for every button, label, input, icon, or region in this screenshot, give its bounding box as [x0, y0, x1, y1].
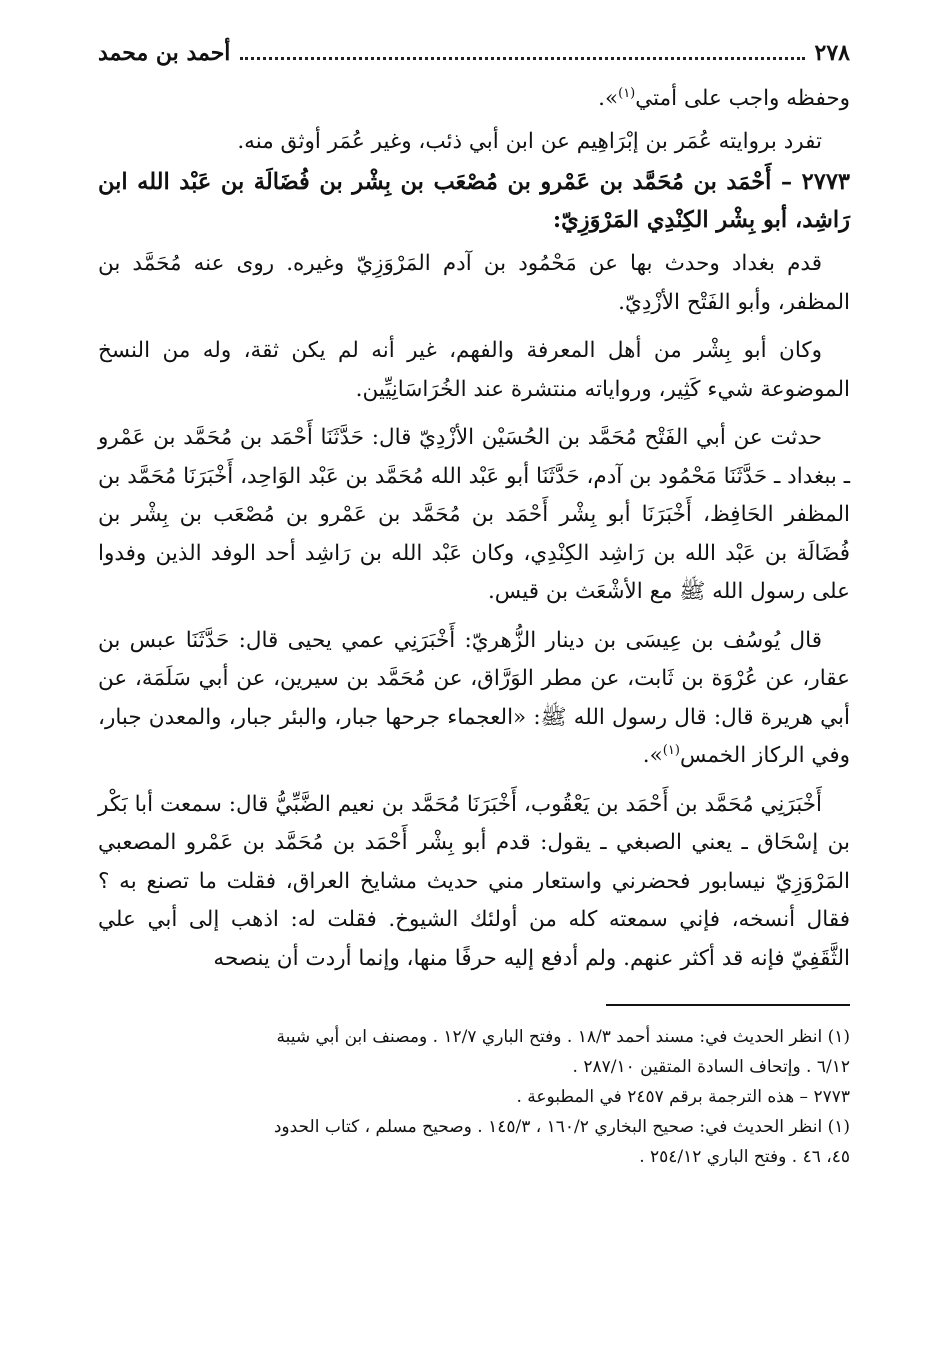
footnote-2-line-1: (١) انظر الحديث في: صحيح البخاري ١٦٠/٢ ، ١٤٥/٣ . وصحيح مسلم ، كتاب الحدود	[273, 1117, 850, 1137]
paragraph-1-text: وحفظه واجب على أمتي	[635, 86, 850, 111]
running-header	[98, 40, 850, 80]
footnote-ref-2[interactable]: (١)	[662, 742, 680, 758]
paragraph-7: أَخْبَرَنِي مُحَمَّد بن أَحْمَد بن يَعْقُوب، أَخْبَرَنَا مُحَمَّد بن نعيم الضَّبِّيُّ قال: سمعت أبا بَكْر بن إسْحَاق ـ يعني الصبغي ـ يقول: قدم أبو بِشْر أَحْمَد بن مُحَمَّد بن عَمْرو المصعبي المَرْوَزِيّ نيسابور فحضرني واستعار مني حديث مشايخ العراق، فقلت ما تصنع به ؟ فقال أنسخه، فإني سمعته كله من أولئك الشيوخ. فقلت له: اذهب إلى أبي علي الثَّقَفِيّ فإنه قد أكثر عنهم. ولم أدفع إليه حرفًا منها، وإنما أردت أن ينصحه	[98, 791, 850, 971]
footnote-2-line-2: ٤٥، ٤٦ . وفتح الباري ٢٥٤/١٢ .	[639, 1147, 850, 1167]
paragraph-4: وكان أبو بِشْر من أهل المعرفة والفهم، غير أنه لم يكن ثقة، وله من النسخ الموضوعة شيء كَثِير، ورواياته منتشرة عند الخُرَاسَانِيِّين.	[98, 338, 850, 402]
paragraph-6-text: قال يُوسُف بن عِيسَى بن دينار الزُّهريّ: أَخْبَرَنِي عمي يحيى قال: حَدَّثَنَا عبس بن عقار، عن عُرْوَة بن ثَابت، عن مطر الوَرَّاق، عن مُحَمَّد بن سيرين، عن أبي سَلَمَة، عن أبي هريرة قال: قال رسول الله ﷺ: «العجماء جرحها جبار، والبئر جبار، والمعدن جبار، وفي الركاز الخمس	[98, 627, 850, 768]
leader-dots	[240, 56, 804, 60]
footnote-entry-note: ٢٧٧٣ – هذه الترجمة برقم ٢٤٥٧ في المطبوعة .	[516, 1087, 850, 1107]
paragraph-1	[98, 80, 850, 119]
footnote-1-line-1: (١) انظر الحديث في: مسند أحمد ١٨/٣ . وفتح الباري ١٢/٧ . ومصنف ابن أبي شيبة	[276, 1027, 850, 1047]
footnote-1-line-2: ٦/١٢ . وإتحاف السادة المتقين ٢٨٧/١٠ .	[572, 1057, 850, 1077]
paragraph-6	[98, 622, 850, 776]
book-page	[98, 40, 850, 1172]
paragraph-6-end: ».	[642, 743, 663, 768]
paragraph-2: تفرد بروايته عُمَر بن إبْرَاهِيم عن ابن أبي ذئب، وغير عُمَر أوثق منه.	[237, 128, 822, 154]
page-number: ٢٧٨	[814, 40, 850, 66]
footnote-separator	[606, 1004, 850, 1006]
paragraph-5: حدثت عن أبي الفَتْح مُحَمَّد بن الحُسَيْن الأزْدِيّ قال: حَدَّثَنَا أَحْمَد بن مُحَمَّد بن عَمْرو ـ ببغداد ـ حَدَّثَنَا مَحْمُود بن آدم، حَدَّثَنَا أبو عَبْد الله مُحَمَّد بن عَبْد الوَاحِد، أَخْبَرَنَا مُحَمَّد بن المظفر الحَافِظ، أَخْبَرَنَا أبو بِشْر أَحْمَد بن مُحَمَّد بن عَمْرو بن مُصْعَب بن بِشْر بن فُضَالَة بن عَبْد الله بن رَاشِد الكِنْدِي، وكان عَبْد الله بن رَاشِد أحد الوفد الذين وفدوا على رسول الله ﷺ مع الأشْعَث بن قيس.	[98, 425, 850, 604]
running-title: أحمد بن محمد	[98, 40, 231, 66]
paragraph-3: قدم بغداد وحدث بها عن مَحْمُود بن آدم المَرْوَزِيّ وغيره. روى عنه مُحَمَّد بن المظفر، وأبو الفَتْح الأزْدِيّ.	[98, 251, 850, 315]
entry-heading: ٢٧٧٣ – أَحْمَد بن مُحَمَّد بن عَمْرو بن مُصْعَب بن بِشْر بن فُضَالَة بن عَبْد الله ابن رَاشِد، أبو بِشْر الكِنْدِي المَرْوَزِيّ:	[98, 169, 850, 233]
footnote-ref-1[interactable]: (١)	[618, 85, 636, 101]
paragraph-1-end: ».	[598, 86, 619, 111]
